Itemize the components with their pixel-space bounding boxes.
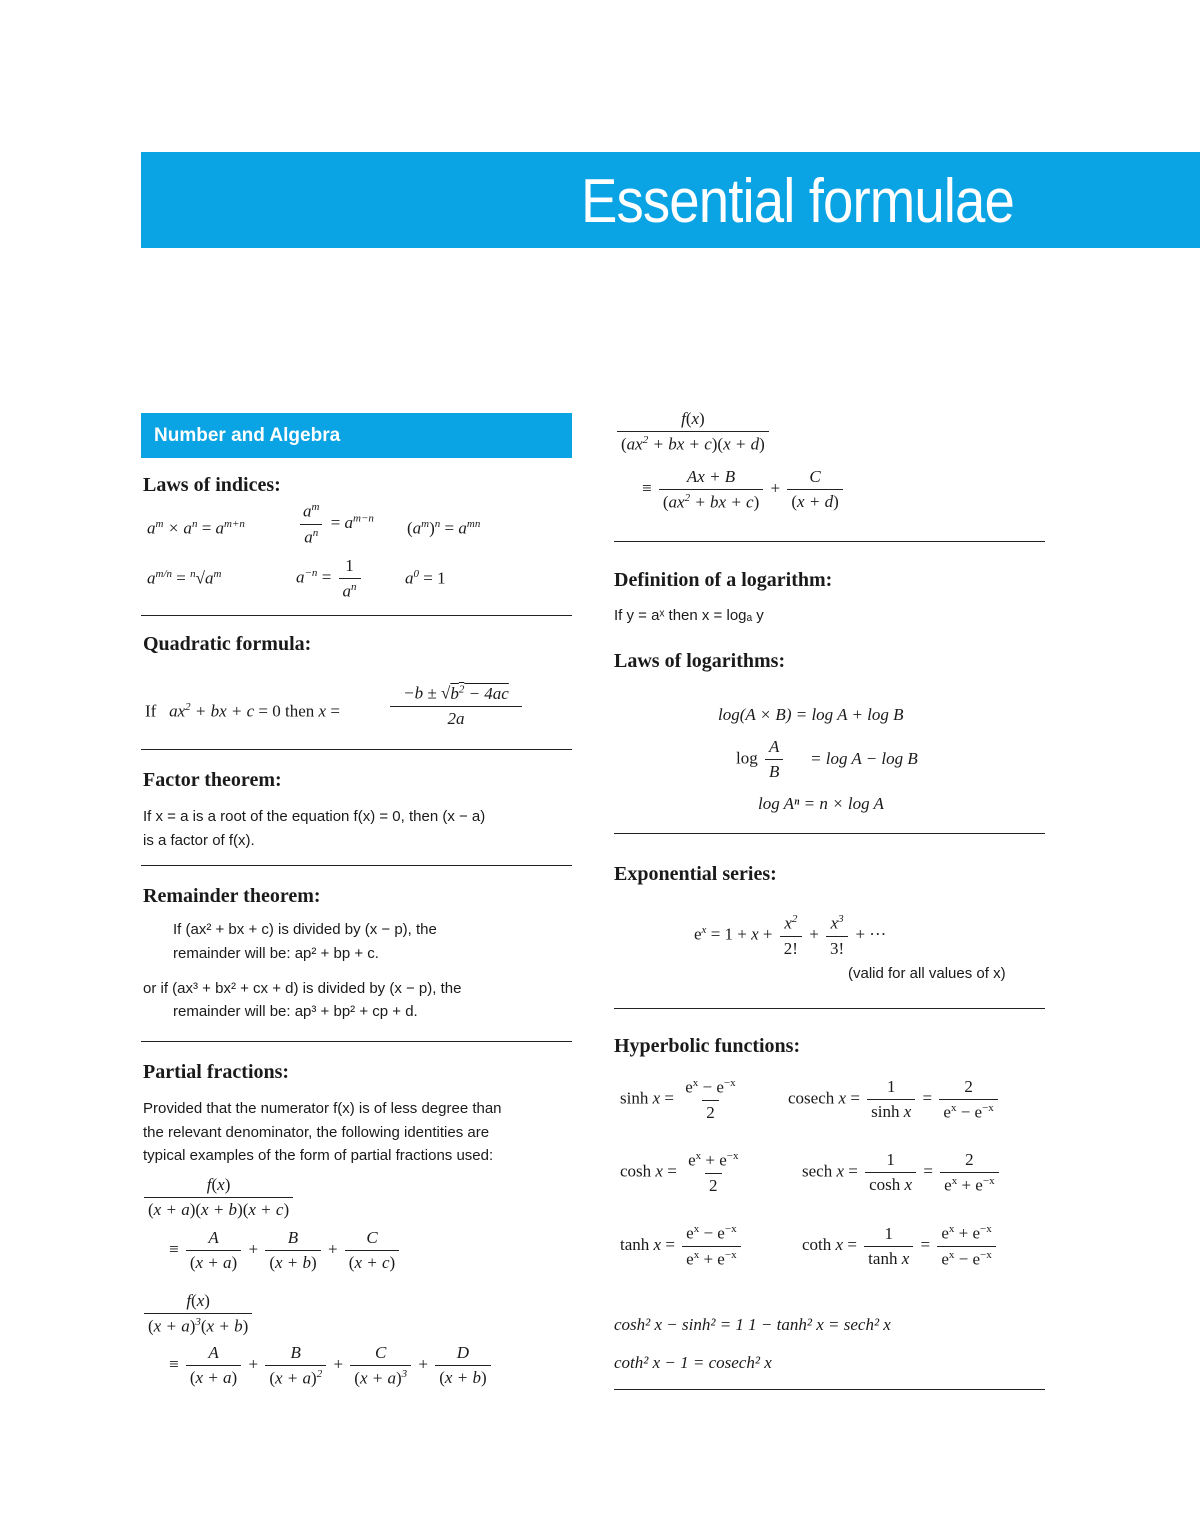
factor-theorem-line2: is a factor of f(x). [143,832,255,849]
divider [614,1008,1045,1009]
formula-index-negative: $a^{-n}$ = $\frac{1}{a^n}$ [296,556,364,602]
log-law-power: log Aⁿ = n × log A [758,794,884,813]
divider [141,749,572,750]
formula-sinh: sinh x = $\frac{e^x - e^{-x}}{2}$ [620,1077,736,1122]
factor-theorem-line1: If x = a is a root of the equation f(x) = 0, then (x − a) [143,808,486,825]
heading-laws-of-logarithms: Laws of logarithms: [614,650,786,672]
formula-cosech: cosech x = $\frac{1}{\text{sinh x}}$ = $\frac{2}{e^x - e^{-x}}$ [788,1077,1001,1123]
formula-quadratic-rhs: $\frac{-b \pm √b^2 - 4ac}{2a}$ [387,683,525,729]
hyperbolic-identity-1: cosh² x − sinh² = 1 1 − tanh² x = sech² x [614,1315,891,1334]
partial-example1-rhs: ≡ $\frac{A}{(x + a)}$ + $\frac{B}{(x + b)}$ + $\frac{C}{(x + c)}$ [169,1228,402,1273]
heading-definition-logarithm: Definition of a logarithm: [614,569,833,591]
partial-line2: the relevant denominator, the following identities are [143,1124,490,1141]
partial-line3: typical examples of the form of partial fractions used: [143,1147,494,1164]
heading-laws-of-indices: Laws of indices: [143,474,281,496]
divider [141,615,572,616]
exponential-series-note: (valid for all values of x) [848,965,1006,982]
divider [141,865,572,866]
left-column [141,413,572,1388]
formula-index-product: $a^m \times a^n = a^{m+n}$ [147,518,245,538]
log-law-quotient-rhs: = log A − log B [810,749,918,768]
formula-index-power: $(a^m)^n = a^{mn}$ [407,518,481,538]
heading-partial-fractions: Partial fractions: [143,1061,290,1083]
partial-example3-rhs: ≡ $\frac{Ax + B}{(ax^2 + bx + c)}$ + $\frac{C}{(x + d)}$ [642,467,846,513]
formula-sech: sech x = $\frac{1}{\text{cosh x}}$ = $\frac{2}{e^x + e^{-x}}$ [802,1150,1002,1196]
partial-example2-lhs: $\frac{f(x)}{(x + a)^3(x + b)}$ [141,1291,255,1337]
remainder-line1: If (ax² + bx + c) is divided by (x − p), the [173,921,437,938]
log-law-product: log(A × B) = log A + log B [718,705,904,724]
hyperbolic-identity-2: coth² x − 1 = cosech² x [614,1353,772,1372]
log-law-quotient-lhs: log $\frac{A}{B}$ [736,737,786,782]
formula-quadratic-lhs: If $ax^2$ + bx + c = 0 then x = [145,701,340,721]
formula-cosh: cosh x = $\frac{e^x + e^{-x}}{2}$ [620,1150,739,1195]
remainder-line4: remainder will be: ap³ + bp² + cp + d. [173,1003,418,1020]
heading-factor-theorem: Factor theorem: [143,769,282,791]
divider [614,1389,1045,1390]
heading-remainder-theorem: Remainder theorem: [143,885,321,907]
heading-exponential-series: Exponential series: [614,863,777,885]
heading-quadratic-formula: Quadratic formula: [143,633,312,655]
divider [614,833,1045,834]
remainder-line2: remainder will be: ap² + bp + c. [173,945,379,962]
partial-example3-lhs: $\frac{f(x)}{(ax^2 + bx + c)(x + d)}$ [614,409,772,455]
formula-tanh: tanh x = $\frac{e^x - e^{-x}}{e^x + e^{-x}}$ [620,1223,744,1269]
heading-hyperbolic-functions: Hyperbolic functions: [614,1035,801,1057]
partial-example1-lhs: $\frac{f(x)}{(x + a)(x + b)(x + c)}$ [141,1175,296,1220]
formula-index-root: $a^{m/n} = ^n√a^m$ [147,568,222,588]
partial-line1: Provided that the numerator f(x) is of less degree than [143,1100,502,1117]
divider [141,1041,572,1042]
divider [614,541,1045,542]
log-definition: If y = aˣ then x = logₐ y [614,607,764,624]
partial-example2-rhs: ≡ $\frac{A}{(x + a)}$ + $\frac{B}{(x + a)^2}$ + $\frac{C}{(x + a)^3}$ + $\frac{D}{(x + b)}$ [169,1343,494,1389]
page-title: Essential formulae [581,167,1014,236]
title-banner [141,152,1200,248]
formula-coth: coth x = $\frac{1}{\text{tanh x}}$ = $\frac{e^x + e^{-x}}{e^x - e^{-x}}$ [802,1223,999,1269]
formula-index-quotient: $\frac{a^m}{a^n}$ = $a^{m-n}$ [296,501,374,547]
exponential-series-formula: $e^x = 1 + x$ + $\frac{x^2}{2!}$ + $\frac{x^3}{3!}$ + ··· [694,913,887,958]
remainder-line3: or if (ax³ + bx² + cx + d) is divided by (x − p), the [143,980,462,997]
section-title-number-algebra: Number and Algebra [141,413,572,458]
formula-index-zero: $a^0 = 1$ [405,568,446,588]
